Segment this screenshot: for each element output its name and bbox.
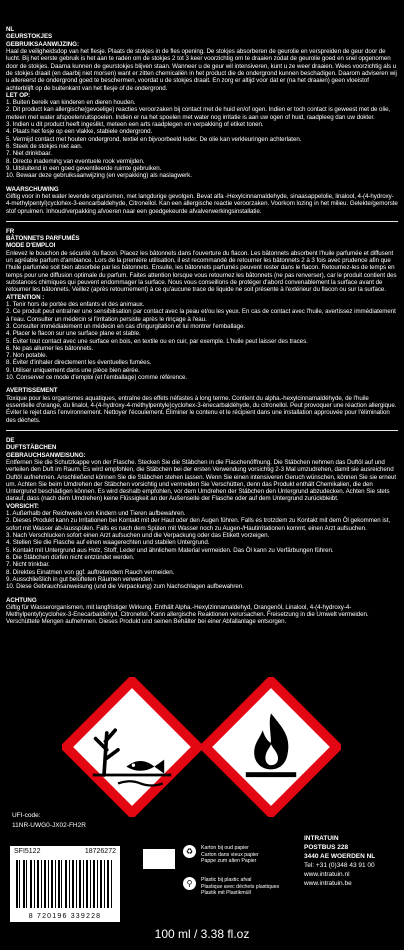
nl-caution-item: 6. Steek de stokjes niet aan.	[6, 143, 83, 150]
flammable-icon	[201, 677, 341, 817]
de-caution-item: 8. Direktes Einatmen von ggf. auftretendem Rauch vermeiden.	[6, 568, 175, 576]
nl-warning-text: Giftig voor in het water levende organismen, met langdurige gevolgen. Bevat alfa -Hexylcinnamaldehyde, sinaasappelolie, linalool, 4-(4-hydroxy-4-methylpentyl)cyclohex-3-eencarbaldehyde, Citronellol. Kan een allergische reactie veroorzaken. Voorkom lozing in het milieu. Gelekte/gemorste stof opruimen. Inhoud/verpakking afvoeren naar een goedgekeurde afvalverwerkingsinstallatie.	[6, 192, 398, 215]
de-caution-item: 4. Stellen Sie die Flasche auf einen waagerechten und stabilen Untergrund.	[6, 539, 210, 547]
sku-code: SFI5122	[14, 848, 41, 855]
nl-caution-item: 4. Plaats het fesje op een vlakke, stabiele ondergrond.	[6, 128, 153, 136]
de-caution-item: 5. Kontakt mit Untergrund aus Holz, Stoff, Leder und ähnlichem Material vermeiden. Das Öl kann zu Verfärbungen führen.	[6, 546, 334, 554]
recycling-info	[143, 843, 283, 918]
fr-caution-item: 2. Ce produit peut entraîner une sensibilisation par contact avec la peau et/ou les yeux. En cas de contact avec l'huile, avertissez immédiatement à l'eau. Consulter un médecin si l'irritation persiste après le rinçage à l'eau.	[6, 308, 396, 323]
nl-caution-item: 2. Dit product kan allergische(gevoelige) reacties veroorzaken bij contact met de huid en/of ogen. Indien er toch contact is geweest met de olie, meteen met water afspoelen/uitspoelen. Indien er na het spoelen met water nog irritatie is aan uw ogen of huid, raadpleeg dan uw dokter.	[6, 106, 391, 121]
de-caution-item: 6. Die Stäbchen dürfen nicht entzündet werden.	[6, 553, 135, 561]
environment-hazard-icon	[62, 677, 202, 817]
nl-caution-heading: LET OP:	[6, 91, 31, 99]
recycle-icon: ♻	[183, 845, 196, 858]
divider	[6, 430, 398, 431]
fr-caution-item: 7. Non potable.	[6, 352, 48, 360]
barcode-bar	[26, 860, 27, 908]
barcode-bar	[100, 860, 101, 908]
fr-usage-text: Enlevez le bouchon de sécurité du flacon. Placez les bâtonnets dans l'ouverture du flacon. Les bâtonnets absorbent l'huile parfumée et diffusent un agréable parfum d'ambiance. Lors de la première utilisation, il est recommandé de retourner les bâtonnets 2 à 3 fois avec prudence afin que l'huile parfumée soit bien absorbée par les bâtonnets. Ensuite, les bâtonnets parfumés peuvent rester dans le flacon. Retournez-les de temps en temps pour une diffusion optimale du parfum. Faites attention lorsque vous retournez les bâtonnets (ne pas renverser), car le produit contient des substances chimiques qui peuvent endommager la surface. Nous vous conseillons de protéger d'abord convenablement la surface avant de retourner les bâtonnets. Veillez (après retournement) à ce qu'aucune trace de liquide ne soit présente à l'extérieur du flacon ou sur la surface.	[6, 249, 397, 294]
fr-caution-item: 6. Ne pas allumer les bâtonnets.	[6, 344, 94, 352]
recycling-logo-icon	[143, 849, 175, 869]
divider	[6, 221, 398, 222]
nl-warning-heading: WAARSCHUWING	[6, 185, 59, 193]
nl-caution-item: 3. Indien u dit product heeft ingeslikt, meteen een arts raadplegen en verpakking of etiket tonen.	[6, 121, 264, 129]
fr-product: BÂTONNETS PARFUMÉS	[6, 235, 80, 243]
de-lang: DE	[6, 436, 15, 444]
de-caution-item: 7. Nicht trinkbar.	[6, 561, 50, 569]
de-caution-list	[6, 510, 398, 590]
fr-usage-heading: MODE D'EMPLOI	[6, 242, 56, 250]
de-caution-heading: VORSICHT:	[6, 502, 39, 510]
ufi-code: 11NR-UWG0-JX02-FH2R	[12, 822, 86, 829]
fr-caution-heading: ATTENTION :	[6, 293, 45, 301]
section-fr	[6, 228, 398, 382]
barcode-bar	[65, 860, 66, 908]
net-quantity: 100 ml / 3.38 fl.oz	[154, 927, 250, 941]
de-usage-text: Entfernen Sie die Schutzkappe von der Flasche. Stecken Sie die Stäbchen in die Flaschenöffnung. Die Stäbchen nehmen das Duftöl auf und verteilen den Duft im Raum. Es wird empfohlen, die Stäbchen bei der ersten Verwendung vorsichtig 2-3 Mal umzudrehen, damit sie ausreichend Duftöl aufnehmen. Anschließend können Sie die Stäbchen stehen lassen. Wenn Sie einen intensiveren Geruch wünschen, können Sie sie erneut um. Achten Sie beim Umdrehen der Stäbchen vorsichtig und vermeiden Sie Verschütten, denn das Produkt enthält Chemikalien, die den Untergrund beschädigen können. Es wird deshalb empfohlen, vor dem Umdrehen der Stäbchen den Untergrund abzudecken. Achten Sie stets darauf, dass (nach dem Umdrehen) keine Flüssigkeit an der Außenseite der Flasche oder auf dem Untergrund zurückbleibt.	[6, 458, 397, 503]
barcode-bar	[44, 860, 45, 908]
section-fr-warning	[6, 387, 398, 424]
fr-lang: FR	[6, 227, 15, 235]
section-nl	[6, 26, 398, 180]
fr-caution-list	[6, 301, 398, 381]
de-caution-item: 9. Ausschließlich in gut belüfteten Räumen verwenden.	[6, 575, 155, 583]
nl-product: GEURSTOKJES	[6, 33, 53, 41]
nl-caution-item: 8. Directe inademing van eventuele rook vermijden.	[6, 157, 145, 165]
label-text	[6, 26, 398, 632]
person-bin-icon: ⚲	[183, 877, 196, 890]
barcode	[10, 846, 120, 922]
fr-warning-text: Toxique pour les organismes aquatiques, entraîne des effets néfastes à long terme. Contient du alpha.-hexylcinnamaldéhyde, de l'huile essentielle d'orange, du linalol, 4-(4-hydroxy-4-méthylpentyle)cyclohex-3-ènecarbaldéhyde, du citronellol. Peut provoquer une réaction allergique. Éviter le rejet dans l'environnement. Nettoyer l'écoulement. Éliminer le contenu et le récipient dans une installation approuvée pour l'élimination des déchets.	[6, 394, 397, 424]
de-caution-item: 10. Diese Gebrauchsanweisung (und die Verpackung) zum Nachschlagen aufbewahren.	[6, 583, 244, 591]
de-caution-item: 1. Außerhalb der Reichweite von Kindern und Tieren aufbewahren.	[6, 510, 186, 518]
nl-lang: NL	[6, 26, 15, 33]
article-number: 18726272	[84, 848, 116, 855]
nl-caution-item: 7. Niet drinkbaar.	[6, 150, 52, 158]
nl-caution-item: 5. Vermijd contact met houten ondergrond, textiel en bijvoorbeeld leder. De olie kan verkleuringen achterlaten.	[6, 135, 302, 143]
fr-caution-item: 10. Conserver ce mode d'emploi (et l'emballage) comme référence.	[6, 374, 188, 382]
nl-usage-text: Haal de veiligheidsdop van het flesje. Plaats de stokjes in de fles opening. De stokjes absorberen de geurolie en verspreiden de geur door de lucht. Bij het eerste gebruik is het aan te raden om de stokjes 2 tot 3 keer voorzichtig om te draaien zodat de geurolie goed en snel opgenomen door de stokjes. Daarna kunnen de geurstokjes blijven staan. Wanneer u de geur wil intensiveren, kunt u ze weer draaien. Wees voorzichtig als u de stokjes draait (en daarbij niet morsen) want er zitten chemicaliën in het product die de ondergrond kunnen beschadigen. Daarom adviseren wij u allereerst de ondergrond goed te beschermen, voordat u de stokjes draait. En zorg er altijd voor dat er (na het draaien) geen vloeistof achterblijft op de buitenkant van het flesje of de ondergrond.	[6, 47, 397, 92]
de-usage-heading: GEBRAUCHSANWEISUNG:	[6, 451, 86, 459]
hazard-pictograms	[0, 677, 404, 822]
de-caution-item: 3. Nach Verschlucken sofort einen Arzt aufsuchen und die Verpackung oder das Etikett vorzeigen.	[6, 532, 270, 539]
nl-caution-item: 9. Uitsluitend in een goed geventileerde ruimte gebruiken.	[6, 164, 162, 172]
section-nl-warning	[6, 186, 398, 215]
fr-caution-item: 4. Placer le flacon sur une surface plane et stable.	[6, 330, 141, 338]
barcode-bar	[80, 860, 81, 908]
recycling-paper: ♻ Karton bij oud papier Carton dans vieux papier Pappe zum alten Papier	[183, 845, 259, 865]
nl-caution-list	[6, 99, 398, 179]
barcode-bars	[16, 860, 114, 908]
nl-caution-item: 1. Buiten bereik van kinderen en dieren houden.	[6, 99, 136, 107]
de-warning-text: Giftig für Wasserorganismen, mit langfristiger Wirkung. Enthält Alpha.-Hexylzinnamaldehyd, Orangenöl, Linalool, 4-(4-hydroxy-4-Methylpentyl)cyclohex-3-Enecarbaldehyd, Citronellol. Kann allergische Reaktionen verursachen. Freisetzung in die Umwelt vermeiden. Verschüttete Mengen aufnehmen. Dieses Produkt und seinen Behälter bei einer Abfallanlage entsorgen.	[6, 603, 369, 626]
fr-caution-item: 5. Éviter tout contact avec une surface en bois, en textile ou en cuir, par exemple. L'huile peut laisser des traces.	[6, 337, 308, 345]
nl-caution-item: 10. Bewaar deze gebruiksaanwijzing (en verpakking) als naslagwerk.	[6, 172, 192, 180]
nl-usage-heading: GEBRUIKSAANWIJZING:	[6, 40, 79, 48]
ufi-label: UFI-code:	[12, 812, 41, 819]
de-warning-heading: ACHTUNG	[6, 596, 37, 604]
de-product: DUFTSTÄBCHEN	[6, 444, 57, 452]
recycling-plastic: ⚲ Plastic bij plastic afval Plastique avec déchets plastiques Plastik mit Plastikmüll	[183, 877, 279, 897]
fr-caution-item: 1. Tenir hors de portée des enfants et des animaux.	[6, 300, 145, 308]
de-caution-item: 2. Dieses Produkt kann zu Irritationen bei Kontakt mit der Haut oder den Augen führen. Falls es trotzdem zu Kontakt mit dem Öl gekommen ist, sofort mit Wasser ab-/ausspülen. Falls es nach dem Spülen mit Wasser noch zu Augen-/Hautirritationen kommt, einen Arzt aufsuchen.	[6, 517, 391, 532]
fr-caution-item: 8. Éviter d'inhaler directement les éventuelles fumées.	[6, 359, 152, 367]
fr-warning-heading: AVERTISSEMENT	[6, 387, 58, 395]
section-de-warning	[6, 597, 398, 626]
ean-number: 8 720196 339228	[28, 913, 102, 920]
company-address: INTRATUIN POSTBUS 228 3440 AE WOERDEN NL Tel: +31 (0)348 43 91 00 www.intratuin.nl www.intratuin.be	[304, 835, 376, 887]
fr-caution-item: 3. Consulter immédiatement un médecin en cas d'ingurgitation et lui montrer l'emballage.	[6, 322, 246, 330]
fr-caution-item: 9. Utiliser uniquement dans une pièce bien aérée.	[6, 366, 140, 374]
section-de	[6, 437, 398, 591]
